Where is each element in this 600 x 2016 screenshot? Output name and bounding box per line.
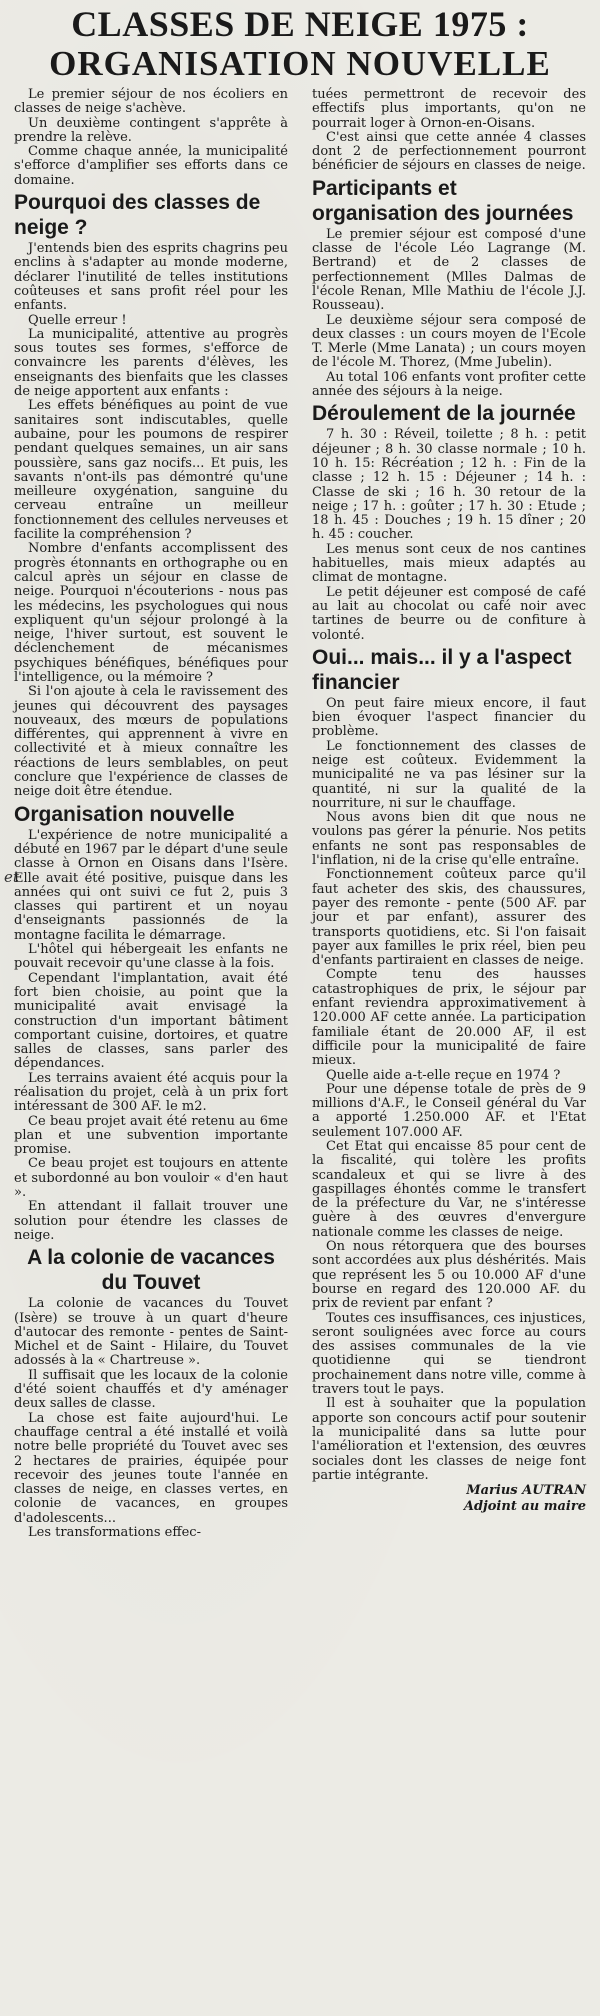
paragraph: Quelle aide a-t-elle reçue en 1974 ?: [326, 1067, 561, 1083]
paragraph: En attendant il fallait trouver une solution pour étendre les classes de neige.: [14, 1199, 288, 1243]
paragraph: Il est à souhaiter que la population apporte son concours actif pour soutenir la municipalité dans sa lutte pour l'amélioration et l'extension, des œuvres sociales dont les classes de neige font partie intégrante.: [312, 1396, 586, 1483]
paragraph: C'est ainsi que cette année 4 classes dont 2 de perfectionnement pourront bénéficier de séjours en classes de neige.: [312, 129, 586, 174]
paragraph: Toutes ces insuffisances, ces injustices, seront soulignées avec force au cours des assises communales de la vie quotidienne qui se tiendront prochainement dans notre ville, comme à travers tout le pays.: [312, 1310, 586, 1398]
paragraph: Le petit déjeuner est composé de café au lait au chocolat ou café noir avec tartines de beurre ou de confiture à volonté.: [312, 584, 586, 643]
paragraph: Le premier séjour de nos écoliers en classes de neige s'achève.: [14, 87, 288, 117]
section-heading: Déroulement de la journée: [312, 402, 576, 426]
column-right: [312, 88, 586, 1540]
paragraph: La municipalité, attentive au progrès sous toutes ses formes, s'efforce de convaincre les parents d'élèves, les enseignants des bienfaits que les classes de neige apportent aux enfants :: [14, 326, 288, 400]
paragraph: Nous avons bien dit que nous ne voulons pas gérer la pénurie. Nos petits enfants ne sont pas responsables de l'inflation, ni de la crise qu'elle entraîne.: [312, 810, 586, 869]
paragraph: Les menus sont ceux de nos cantines habituelles, mais mieux adaptés au climat de montagne.: [312, 541, 586, 586]
paragraph: Les transformations effec-: [28, 1525, 201, 1541]
paragraph: Au total 106 enfants vont profiter cette année des séjours à la neige.: [312, 369, 586, 400]
paragraph: tuées permettront de recevoir des effectifs plus importants, qu'on ne pourrait loger à Ornon-en-Oisans.: [312, 87, 586, 131]
paragraph: La chose est faite aujourd'hui. Le chauffage central a été installé et voilà notre belle propriété du Touvet avec ses 2 hectares de prairies, équipée pour recevoir des jeunes toute l'année en classes de neige, en classes vertes, en colonie de vacances, en groupes d'adolescents...: [14, 1410, 288, 1526]
paragraph: Pour une dépense totale de près de 9 millions d'A.F., le Conseil général du Var a apporté 1.250.000 AF. et l'Etat seulement 107.000 AF.: [312, 1081, 586, 1140]
paragraph: Les effets bénéfiques au point de vue sanitaires sont indiscutables, quelle aubaine, pour les poumons de respirer pendant quelques semaines, un air sans poussière, sans gaz nocifs... Et puis, les savants n'ont-ils pas démontré qu'une meilleure oxygénation, sanguine du cerveau entraîne un meilleur fonctionnement des cellules nerveuses et facilite la compréhension ?: [14, 398, 288, 543]
author-title: Adjoint au maire: [463, 1498, 586, 1514]
paragraph: La colonie de vacances du Touvet (Isère) se trouve à un quart d'heure d'autocar des remonte - pentes de Saint-Michel et de Saint - Hilaire, du Touvet adossés à la « Chartreuse ».: [14, 1296, 288, 1369]
paragraph: Un deuxième contingent s'apprête à prendre la relève.: [14, 115, 288, 145]
paragraph: Cependant l'implantation, avait été fort bien choisie, au point que la municipalité avait envisagé la construction d'un important bâtiment comportant cuisine, dortoires, et quatre salles de classes, sans parler des dépendances.: [14, 970, 288, 1072]
paragraph: Il suffisait que les locaux de la colonie d'été soient chauffés et d'y aménager deux salles de classe.: [14, 1367, 288, 1412]
paragraph: On nous rétorquera que des bourses sont accordées aux plus déshérités. Mais que représent les 5 ou 10.000 AF d'une bourse en regard des 120.000 AF. du prix de revient par enfant ?: [312, 1239, 586, 1312]
paragraph: 7 h. 30 : Réveil, toilette ; 8 h. : petit déjeuner ; 8 h. 30 classe normale ; 10 h. 10 h. 15: Récréation ; 12 h. : Fin de la classe ; 12 h. 15 : Déjeuner ; 14 h. : Classe de ski ; 16 h. 30 retour de la neige ; 17 h. : goûter ; 17 h. 30 : Etude ; 18 h. 45 : Douches ; 19 h. 15 dîner ; 20 h. 45 : coucher.: [312, 427, 586, 543]
paragraph: Le deuxième séjour sera composé de deux classes : un cours moyen de l'Ecole T. Merle (Mme Lanata) ; un cours moyen de l'école M. Thorez, (Mme Jubelin).: [312, 312, 586, 371]
section-heading: Organisation nouvelle: [14, 802, 235, 826]
paragraph: Cet Etat qui encaisse 85 pour cent de la fiscalité, qui tolère les profits scandaleux et qui se livre à des gaspillages éhontés comme le transfert de la préfecture du Var, ne s'intéresse guère à des œuvres d'envergure nationale comme les classes de neige.: [312, 1139, 586, 1240]
paragraph: Fonctionnement coûteux parce qu'il faut acheter des skis, des chaussures, payer des remonte - pente (500 AF. par jour et par enfant), assurer des transports quotidiens, etc. Si l'on faisait payer aux familles le prix réel, bien peu d'enfants partiraient en classes de neige.: [312, 867, 586, 969]
paragraph: Si l'on ajoute à cela le ravissement des jeunes qui découvrent des paysages nouveaux, des mœurs de populations différentes, qui apprennent à vivre en collectivité et à mieux connaître les réactions de leurs semblables, on peut conclure que l'expérience de classes de neige doit être étendue.: [14, 684, 288, 800]
author-name: Marius AUTRAN: [466, 1483, 586, 1499]
article-columns: [14, 88, 586, 1540]
paragraph: L'hôtel qui hébergeait les enfants ne pouvait recevoir qu'une classe à la fois.: [14, 942, 288, 972]
section-heading: A la colonie de vacances du Touvet: [27, 1246, 275, 1295]
section-heading: Pourquoi des classes de neige ?: [14, 191, 261, 240]
paragraph: Le premier séjour est composé d'une classe de l'école Léo Lagrange (M. Bertrand) et de 2 classes de perfectionnement (Mlles Dalmas de l'école Renan, Mlle Mathiu de l'école J.J. Rousseau).: [312, 226, 586, 314]
section-heading: Oui... mais... il y a l'aspect financier: [312, 645, 572, 694]
column-right-body: [312, 88, 586, 1483]
paragraph: L'expérience de notre municipalité a débuté en 1967 par le départ d'une seule classe à Ornon en Oisans dans l'Isère. Elle avait été positive, puisque dans les années qui ont suivi ce fut 2, puis 3 classes qui partirent et un noyau d'enseignants passionnés de la montagne facilita le démarrage.: [14, 827, 288, 943]
paragraph: Les terrains avaient été acquis pour la réalisation du projet, celà à un prix fort intéressant de 300 AF. le m2.: [14, 1070, 288, 1115]
column-left: [14, 88, 288, 1540]
paragraph: On peut faire mieux encore, il faut bien évoquer l'aspect financier du problème.: [312, 695, 586, 740]
paragraph: Ce beau projet avait été retenu au 6me plan et une subvention importante promise.: [14, 1113, 288, 1158]
handwritten-margin-mark: et: [4, 868, 19, 886]
headline-line-2: ORGANISATION NOUVELLE: [49, 44, 551, 83]
paragraph: Quelle erreur !: [28, 312, 127, 328]
paragraph: J'entends bien des esprits chagrins peu enclins à s'adapter au monde moderne, déclarer l'inutilité de telles institutions coûteuses et sans profit réel pour les enfants.: [14, 241, 288, 314]
paragraph: Le fonctionnement des classes de neige est coûteux. Evidemment la municipalité ne va pas lésiner sur la quantité, ni sur la qualité de la nourriture, ni sur le chauffage.: [312, 738, 586, 811]
paragraph: Compte tenu des hausses catastrophiques de prix, le séjour par enfant reviendra approximativement à 120.000 AF cette année. La participation familiale étant de 20.000 AF, il est difficile pour la municipalité de faire mieux.: [312, 967, 586, 1069]
paragraph: Comme chaque année, la municipalité s'efforce d'amplifier ses efforts dans ce domaine.: [14, 144, 288, 188]
section-heading: Participants et organisation des journées: [312, 176, 574, 225]
headline-line-1: CLASSES DE NEIGE 1975 :: [71, 4, 529, 44]
paragraph: Nombre d'enfants accomplissent des progrès étonnants en orthographe ou en calcul après un séjour en classe de neige. Pourquoi n'écouterions - nous pas les médecins, les psychologues qui nous expliquent qu'un séjour prolongé à la neige, l'hiver surtout, est souvent le déclenchement de mécanismes psychiques bénéfiques, bénéfiques pour l'intelligence, ou la mémoire ?: [14, 541, 288, 685]
paragraph: Ce beau projet est toujours en attente et subordonné au bon vouloir « d'en haut ».: [14, 1156, 288, 1201]
